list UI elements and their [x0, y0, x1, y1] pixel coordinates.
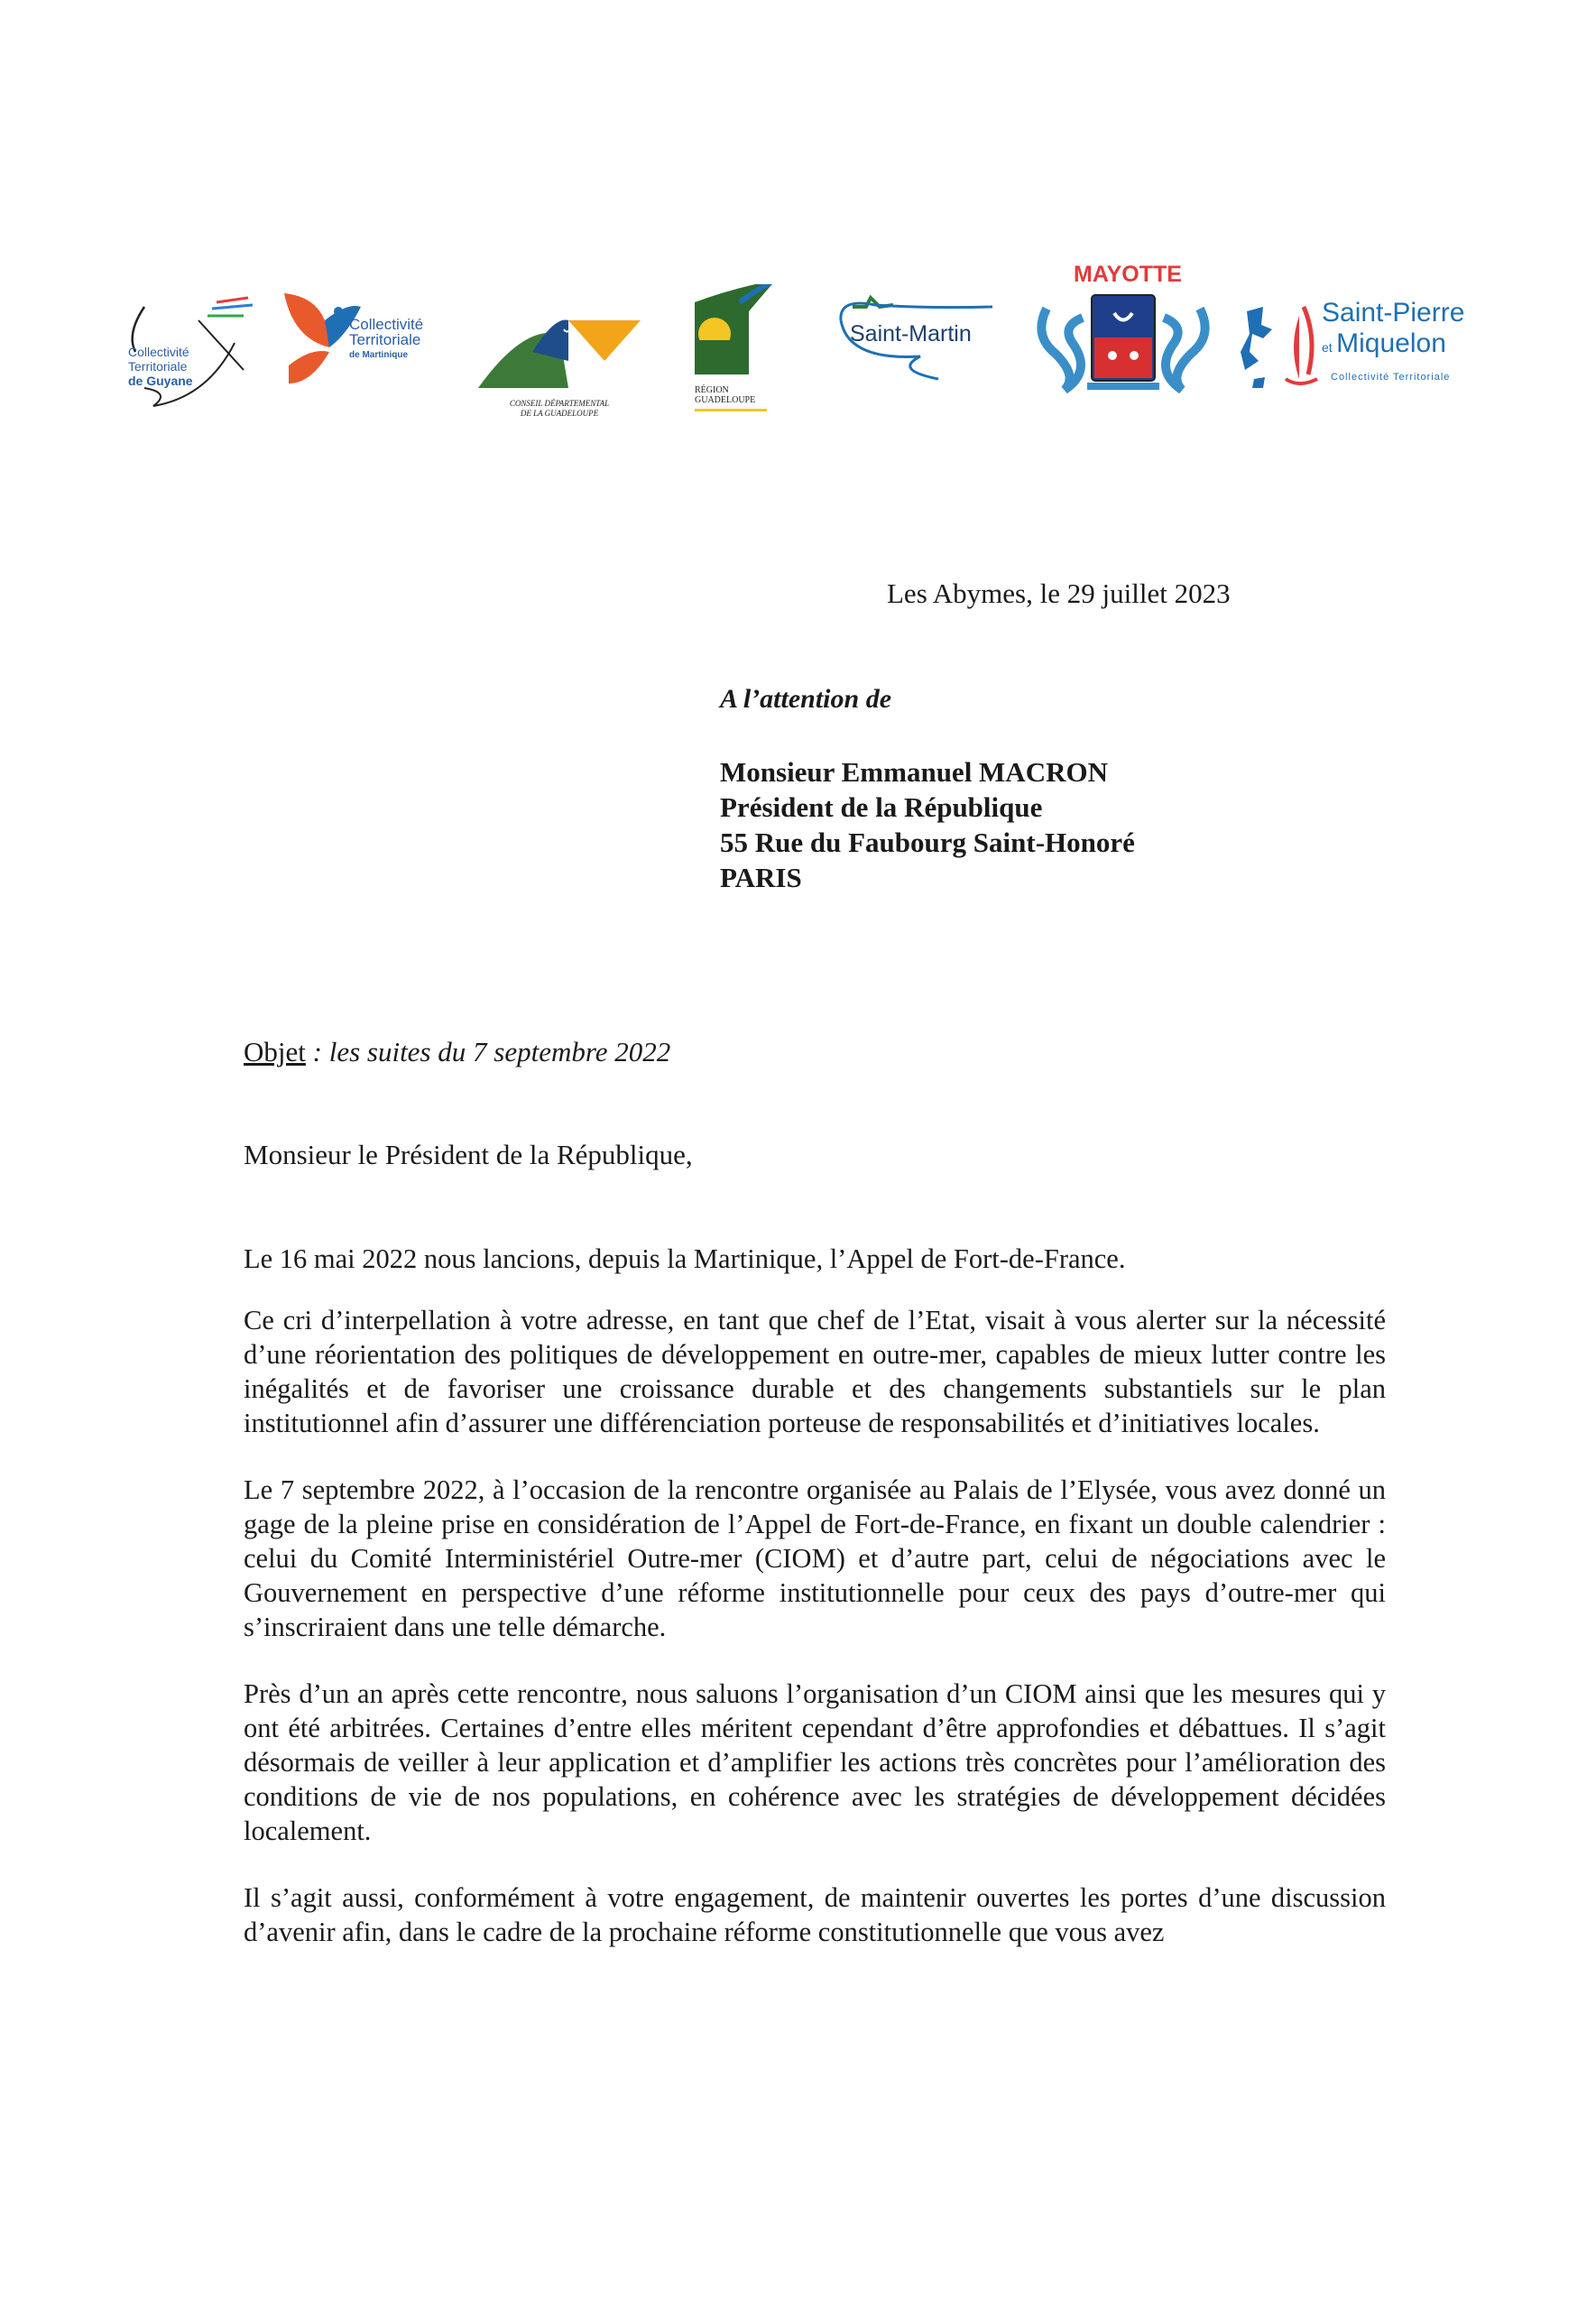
recipient-street: 55 Rue du Faubourg Saint-Honoré	[720, 827, 1135, 858]
guyane-line3: de Guyane	[128, 374, 193, 388]
region-guadeloupe-line1: RÉGION	[695, 385, 729, 395]
guyane-line2: Territoriale	[128, 359, 188, 374]
mayotte-logo	[1033, 262, 1213, 397]
guadeloupe-cd-line1: CONSEIL DÉPARTEMENTAL	[509, 399, 610, 408]
martinique-line3: de Martinique	[349, 350, 409, 360]
paragraph-5: Il s’agit aussi, conformément à votre engagement, de maintenir ouvertes les portes d’une discussion d’avenir afin, dans le cadre de la prochaine réforme constitutionnelle que vous avez	[244, 1882, 1386, 1947]
martinique-logo	[275, 284, 447, 402]
salutation: Monsieur le Président de la République,	[244, 1139, 693, 1170]
spm-logo	[1236, 298, 1516, 415]
logo-strip	[108, 262, 1516, 433]
recipient-name: Monsieur Emmanuel MACRON	[720, 756, 1108, 788]
spm-emblem	[1236, 298, 1326, 397]
paragraph-3: Le 7 septembre 2022, à l’occasion de la rencontre organisée au Palais de l’Elysée, vous avez donné un gage de la pleine prise en considération de l’Appel de Fort-de-France, en fixant un double calendrier : celui du Comité Interministériel Outre-mer (CIOM) et d’autre part, celui de négociations avec le Gouvernement en perspective d’une réforme institutionnelle pour ceux des pays d’outre-mer qui s’inscriraient dans une telle démarche.	[244, 1474, 1386, 1642]
spm-line2b: Miquelon	[1336, 328, 1446, 358]
region-guadeloupe-logo	[686, 284, 821, 429]
subject-text: les suites du 7 septembre 2022	[328, 1036, 671, 1067]
letter-body	[244, 1242, 1386, 1982]
guadeloupe-cd-line2: DE LA GUADELOUPE	[520, 409, 599, 418]
paragraph-4: Près d’un an après cette rencontre, nous saluons l’organisation d’un CIOM ainsi que les mesures qui y ont été arbitrées. Certaines d’entre elles méritent cependant d’être approfondies et débattues. Il s’agit désormais de veiller à leur application et d’amplifier les actions très concrètes pour l’amélioration des conditions de vie de nos populations, en cohérence avec les stratégies de développement décidées localement.	[244, 1678, 1386, 1846]
region-guadeloupe-underline	[695, 409, 767, 411]
paragraph-1: Le 16 mai 2022 nous lancions, depuis la Martinique, l’Appel de Fort-de-France.	[244, 1243, 1126, 1274]
letter-date: Les Abymes, le 29 juillet 2023	[887, 578, 1231, 609]
saint-martin-name: Saint-Martin	[850, 321, 972, 346]
region-guadeloupe-emblem	[686, 284, 821, 383]
recipient-address	[720, 754, 1135, 895]
recipient-title: Président de la République	[720, 791, 1043, 823]
region-guadeloupe-line2: GUADELOUPE	[695, 395, 756, 405]
paragraph-2: Ce cri d’interpellation à votre adresse, en tant que chef de l’Etat, visait à vous alerter sur la nécessité d’une réorientation des politiques de développement en outre-mer, capables de mieux lutter contre les inégalités et de favoriser une croissance durable et des changements substantiels sur le plan institutionnel afin d’assurer une différenciation porteuse de responsabilités et d’initiatives locales.	[244, 1305, 1386, 1438]
spm-line1: Saint-Pierre	[1322, 298, 1465, 328]
guadeloupe-cd-emblem	[469, 307, 650, 397]
guyane-logo	[117, 280, 253, 415]
subject-line	[244, 1036, 670, 1068]
subject-separator: :	[305, 1036, 329, 1067]
guyane-line1: Collectivité	[128, 345, 189, 359]
martinique-line2: Territoriale	[349, 331, 421, 348]
spm-line3: Collectivité Territoriale	[1331, 372, 1451, 383]
saint-martin-logo	[830, 280, 1010, 397]
spm-line2a: et	[1322, 340, 1333, 355]
mayotte-name: MAYOTTE	[1074, 262, 1182, 287]
mayotte-coat-of-arms	[1033, 291, 1213, 399]
recipient-city: PARIS	[720, 862, 802, 893]
subject-label: Objet	[244, 1036, 306, 1067]
martinique-line1: Collectivité	[349, 316, 424, 333]
guadeloupe-cd-logo	[469, 307, 650, 429]
attention-line: A l’attention de	[720, 684, 892, 714]
